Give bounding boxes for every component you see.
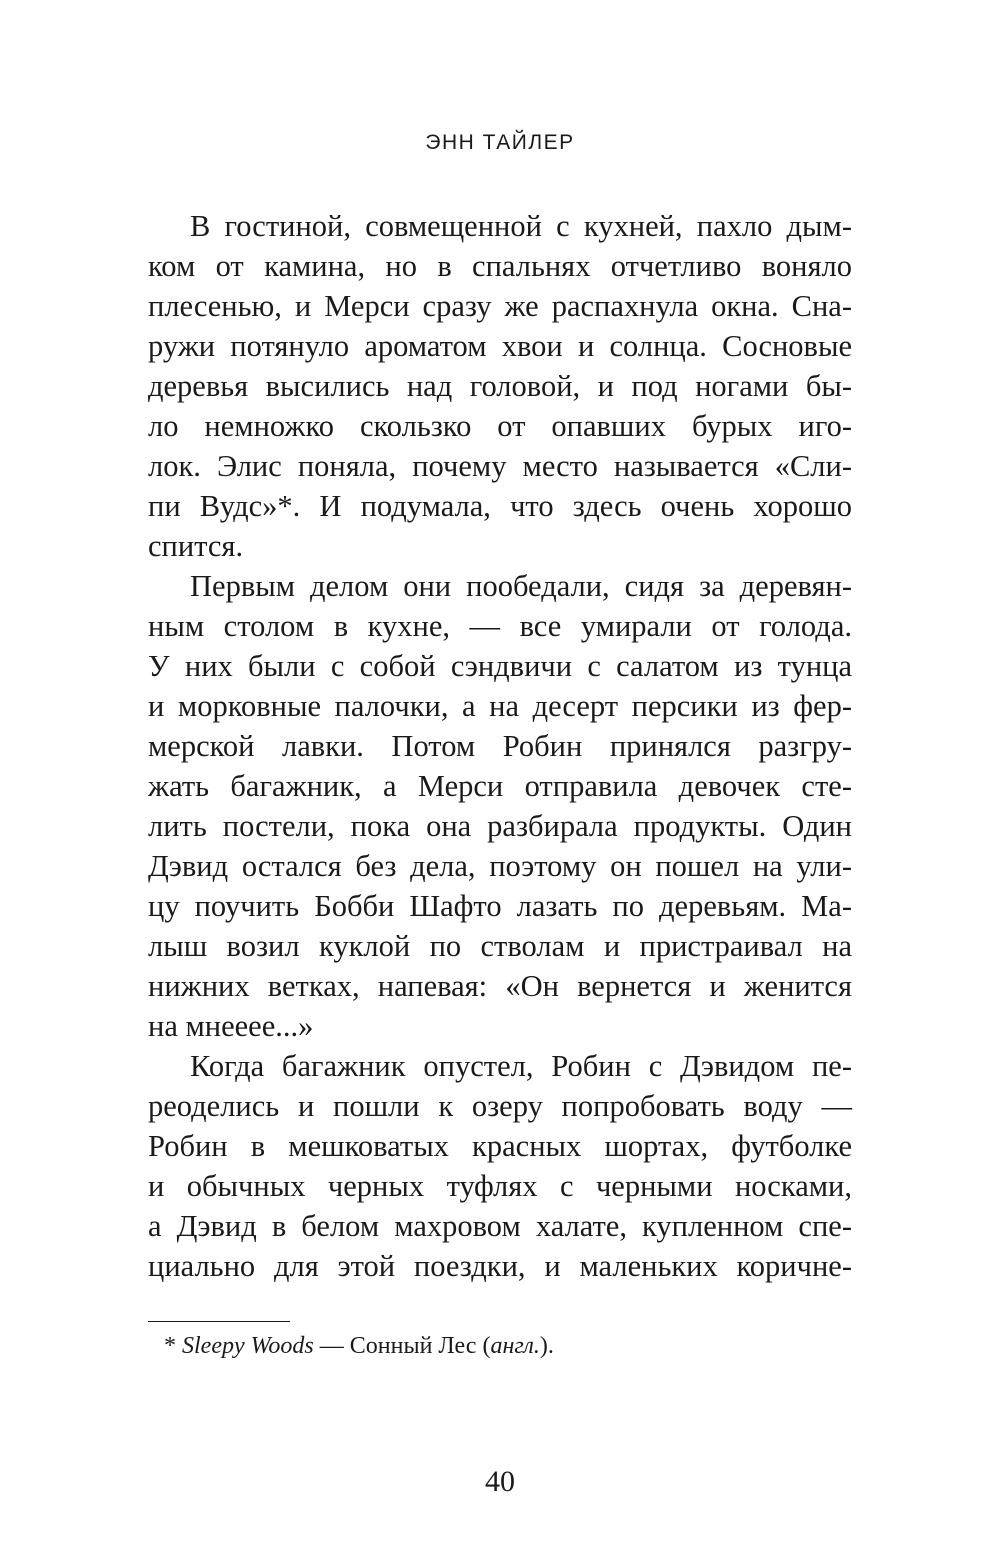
text-line: нижних ветках, напевая: «Он вернется и женится bbox=[148, 969, 852, 1003]
text-line: ным столом в кухне, — все умирали от голода. bbox=[148, 609, 852, 643]
footnote-rule bbox=[148, 1321, 290, 1322]
body-text bbox=[148, 206, 852, 1286]
text-line: и морковные палочки, а на десерт персики из фер- bbox=[148, 689, 852, 723]
footnote-term: Sleepy Woods bbox=[182, 1333, 314, 1359]
text-line: Робин в мешковатых красных шортах, футболке bbox=[148, 1129, 852, 1163]
text-line: и обычных черных туфлях с черными носками, bbox=[148, 1169, 852, 1203]
text-line: лыш возил куклой по стволам и пристраивал на bbox=[148, 929, 852, 963]
footnote-marker: * bbox=[164, 1333, 182, 1359]
text-line: плесенью, и Мерси сразу же распахнула окна. Сна- bbox=[148, 289, 852, 323]
text-line: пи Вудс»*. И подумала, что здесь очень хорошо bbox=[148, 489, 852, 523]
text-line: лок. Элис поняла, почему место называется «Сли- bbox=[148, 449, 852, 483]
text-line: циально для этой поездки, и маленьких коричне- bbox=[148, 1249, 852, 1283]
page-number: 40 bbox=[485, 1465, 515, 1498]
text-line: а Дэвид в белом махровом халате, купленном спе- bbox=[148, 1209, 852, 1243]
footnote-dash: — bbox=[313, 1333, 350, 1359]
footnote-closing: ). bbox=[539, 1333, 554, 1359]
text-line: цу поучить Бобби Шафто лазать по деревьям. Ма- bbox=[148, 889, 852, 923]
text-line: деревья высились над головой, и под ногами бы- bbox=[148, 369, 852, 403]
running-head: ЭНН ТАЙЛЕР bbox=[425, 131, 575, 154]
text-line: мерской лавки. Потом Робин принялся разгру- bbox=[148, 729, 852, 763]
footnote bbox=[164, 1330, 554, 1362]
text-line: реоделись и пошли к озеру попробовать воду — bbox=[148, 1089, 852, 1123]
text-line: ком от камина, но в спальнях отчетливо воняло bbox=[148, 249, 852, 283]
footnote-translation: Сонный Лес ( bbox=[349, 1333, 491, 1359]
text-line: В гостиной, совмещенной с кухней, пахло дым- bbox=[190, 209, 852, 243]
text-line: на мнееее...» bbox=[148, 1009, 314, 1043]
text-line: спится. bbox=[148, 529, 244, 563]
footnote-language: англ. bbox=[490, 1333, 540, 1359]
text-line: Когда багажник опустел, Робин с Дэвидом пе- bbox=[190, 1049, 852, 1083]
text-line: ружи потянуло ароматом хвои и солнца. Сосновые bbox=[148, 329, 852, 363]
text-line: ло немножко скользко от опавших бурых иго- bbox=[148, 409, 852, 443]
text-line: У них были с собой сэндвичи с салатом из тунца bbox=[148, 649, 852, 683]
text-line: Дэвид остался без дела, поэтому он пошел на ули- bbox=[148, 849, 852, 883]
text-line: Первым делом они пообедали, сидя за деревян- bbox=[190, 569, 852, 603]
text-line: лить постели, пока она разбирала продукты. Один bbox=[148, 809, 852, 843]
text-line: жать багажник, а Мерси отправила девочек сте- bbox=[148, 769, 852, 803]
